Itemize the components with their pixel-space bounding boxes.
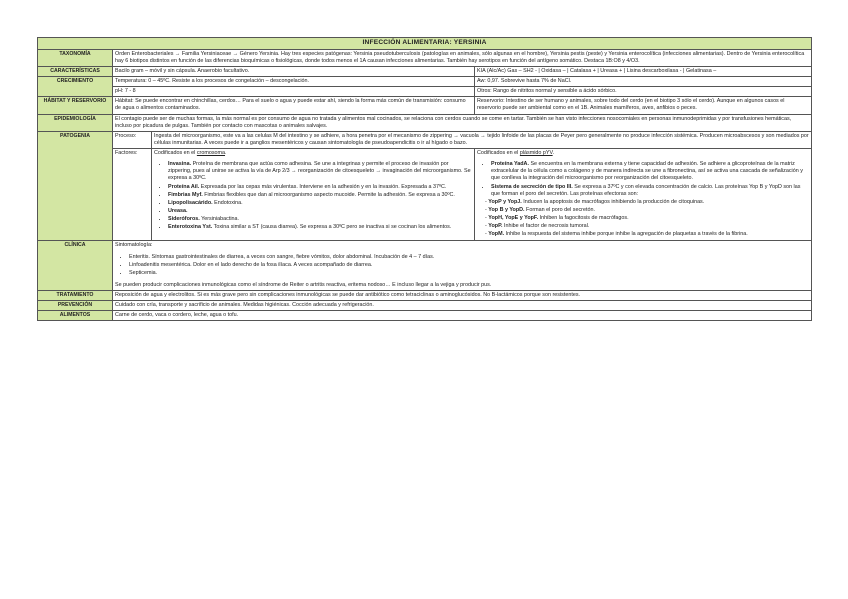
tratamiento-text: Reposición de agua y electrolitos. Si es más grave pero sin complicaciones inmunológicas se puede dar antibiótico como tetraciclinas o aminoglucósidos. No B-lactámicos porque son resistentes. (113, 291, 812, 301)
caracteristicas-row (38, 66, 812, 76)
yop-effector-item (488, 215, 809, 222)
proceso-text: Ingesta del microorganismo, este va a las celulas M del intestino y se adhiere, a hora penetra por el mecanismo de zippering → vacuola → tejido linfoide de las placas de Peyer pero generalmente no produce infección sistémica. Producen microabscesos y son mediados por células inmunitarias. A veces puede ir a ganglios mesentéricos y causan sintomatología de pseudoapendicitis o ir al hígado o bazo. (152, 131, 812, 148)
crecimiento-row-2 (38, 87, 812, 97)
habitat-text: Hábitat: Se puede encontrar en chinchillas, cerdos… Para el suelo o agua y puede estar ahí, siendo la forma más común de transmisión: consumo de agua o alimentos contaminados. (113, 97, 475, 114)
crecimiento-row-1 (38, 77, 812, 87)
yop-effector-item (488, 198, 809, 206)
row-label-patogenia: PATOGENIA (38, 131, 113, 241)
cromosoma-factor-item-text: Expresada por las cepas más virulentas. Interviene en la adhesión y en la invasión. Expresada a 37ºC. (199, 183, 447, 190)
cromosoma-factor-item-text: Fimbrias flexibles que dan al microorganismo aspecto mucoide. Permite la adhesión. Se expresa a 30ºC. (202, 191, 455, 198)
cromosoma-factor-item (168, 161, 472, 182)
yop-effector-item-text: Forman el poro del secretón. (524, 206, 595, 213)
clinica-symptom-item: • Linfoadenitis mesentérica. Dolor en el lado derecho de la fosa ilíaca. A veces acompañado de diarrea. (129, 262, 809, 269)
habitat-row (38, 97, 812, 114)
yop-effector-item-name: YopM. (488, 231, 505, 238)
patogenia-proceso-row (38, 131, 812, 148)
patogenia-factores-row (38, 149, 812, 241)
cromosoma-factor-item-text: Proteína de membrana que actúa como adhesina. Se une a integrinas y permite el proceso de invasión por zippering, pues al unirse se activa la vía de Arp 2/3 → reorganización de citoesqueleto → invaginación del microorganismo. Se expresa a 30ºC. (168, 161, 471, 182)
factores-cromosoma (152, 149, 475, 241)
cromosoma-factor-item (168, 224, 472, 231)
clinica-row (38, 241, 812, 291)
row-label-epidemiologia: EPIDEMIOLOGÍA (38, 114, 113, 131)
yop-effector-item-name: Yop B y YopD. (488, 206, 525, 213)
cromosoma-factor-item-name: Ureasa. (168, 207, 188, 214)
yop-effector-item-name: YopP y YopJ. (488, 198, 522, 205)
plasmido-factor-item-name: Proteína YadA. (491, 161, 529, 168)
cromosoma-factor-item-name: Invasina. (168, 161, 192, 168)
plasmido-intro (477, 150, 809, 157)
cromosoma-link: cromosoma (196, 150, 226, 157)
clinica-content (113, 241, 812, 291)
yop-effector-item-name: YopH, YopE y YopF. (488, 215, 539, 222)
clinica-intro: Sintomatología: (115, 242, 153, 249)
row-label-alimentos: ALIMENTOS (38, 311, 113, 321)
clinica-symptom-item: • Septicemia. (129, 270, 809, 277)
epidemiologia-row (38, 114, 812, 131)
cromosoma-factor-list (154, 161, 472, 231)
clinica-outro: Se pueden producir complicaciones inmunológicas como el síndrome de Reiter o artritis reactiva, eritema nodoso… E incluso llegar a la vejiga y producir pus. (115, 281, 492, 288)
reservorio-text: Reservorio: Intestino de ser humano y animales, sobre todo del cerdo (en el biotipo 3 sólo el cerdo). Aunque en algunos casos el reservorio puede ser ambiental como en el 1B. Animales mamíferos, aves, anfibios o peces. (475, 97, 812, 114)
yersinia-summary-table (37, 37, 812, 321)
row-label-prevencion: PREVENCIÓN (38, 301, 113, 311)
plasmido-intro-text: Codificados en el (477, 150, 520, 157)
factores-plasmido (475, 149, 812, 241)
plasmido-factor-item (491, 161, 809, 182)
yop-effector-list (477, 199, 809, 239)
taxonomia-row (38, 49, 812, 66)
title-row (38, 38, 812, 50)
caracteristicas-right: KIA (Alc/Ac) Gas – SH2 - | Oxidasa – | Catalasa + | Ureasa + | Lisina descarboxilasa - | Gelatinasa – (475, 66, 812, 76)
tratamiento-row (38, 291, 812, 301)
proceso-label: Proceso: (113, 131, 152, 148)
crecimiento-aw: Aw: 0,97. Sobrevive hasta 7% de NaCl. (475, 77, 812, 87)
cromosoma-factor-item (168, 200, 472, 207)
yop-effector-item-text: Inhibe la respuesta del sistema inhibe porque inhibe la agregación de plaquetas a través de la fibrina. (504, 231, 748, 238)
plasmido-factor-list (477, 161, 809, 198)
plasmido-factor-item-text: Se expresa a 37ºC y con elevada concentración de calcio. Las proteínas Yop B y YopD son las que forman el poro del secretón. Las proteínas efectoras son: (491, 183, 801, 197)
factores-label: Factores: (113, 149, 152, 241)
plasmido-link: plásmido pYV (519, 150, 553, 157)
cromosoma-factor-item-name: Proteína Ail. (168, 183, 200, 190)
taxonomia-text: Orden Enterobacteriales → Familia Yersiniaceae → Género Yersinia. Hay tres especies patógenas: Yersinia pseudotuberculosis (patologías en animales, sólo algunas en el hombre), Yersinia pestis (peste) y Yersinia enterocolítica (infecciones alimentarias). Dentro de Yersinia enterocolítica hay 6 biotipos distintos en función de las diferencias bioquímicas o fisiológicas, donde todos menos el 1A causan infecciones alimentarias. También hay serotipos en función del antígeno somático. Destaca 1B:O8 y 4/O3. (113, 49, 812, 66)
epidemiologia-text: El contagio puede ser de muchas formas, la más normal es por consumo de agua no tratada y alimentos mal cocinados, se relaciona con cerdos cuando se come en tartar. También se han visto infecciones nosocomiales en personas inmunodeprimidas y por transfusiones hemáticas, incluso por picadura de pulgas. También por contacto con mascotas o animales salvajes. (113, 114, 812, 131)
cromosoma-factor-item-text: Endotoxina. (212, 199, 243, 206)
plasmido-intro-end: . (552, 150, 555, 157)
plasmido-factor-item (491, 184, 809, 198)
cromosoma-factor-item-name: Fimbrias Myf. (168, 191, 203, 198)
cromosoma-factor-item-name: Lipopolisacárido. (168, 199, 213, 206)
yop-effector-item-name: YopP. (488, 223, 503, 230)
cromosoma-factor-item-name: Enterotoxina Yst. (168, 224, 213, 231)
row-label-taxonomia: TAXONOMÍA (38, 49, 113, 66)
plasmido-factor-item-text: Se encuentra en la membrana externa y tiene capacidad de adhesión. Se adhiere a glicoproteínas de la matriz extracelular de la célula como a colágeno y de manera indirecta se une a fibronectina, así se activa una cascada de señalización y que conlleva la integración del microorganismo por reorganización del citoesqueleto. (491, 161, 803, 182)
prevencion-text: Cuidado con cría, transporte y sacrificio de animales. Medidas higiénicas. Cocción adecuada y refrigeración. (113, 301, 812, 311)
cromosoma-intro (154, 150, 472, 157)
cromosoma-intro-end: . (225, 150, 227, 157)
clinica-symptom-item: • Enteritis. Síntomas gastrointestinales de diarrea, a veces con sangre, fiebre vómitos, dolor abdominal. Incubación de 4 – 7 días. (129, 254, 809, 261)
cromosoma-factor-item-text: Yersiniabactina. (199, 216, 240, 223)
alimentos-text: Carne de cerdo, vaca o cordero, leche, agua o tofu. (113, 311, 812, 321)
row-label-habitat: HÁBITAT Y RESERVORIO (38, 97, 113, 114)
crecimiento-temperatura: Temperatura: 0 – 45ºC. Resiste a los procesos de congelación – descongelación. (113, 77, 475, 87)
prevencion-row (38, 301, 812, 311)
yop-effector-item-text: Inducen la apoptosis de macrófagos inhibiendo la producción de citoquinas. (521, 198, 705, 205)
plasmido-factor-item-name: Sistema de secreción de tipo III. (491, 183, 573, 190)
table-title: INFECCIÓN ALIMENTARIA: YERSINIA (38, 38, 812, 50)
row-label-crecimiento: CRECIMIENTO (38, 77, 113, 97)
yop-effector-item-text: Inhiben la fagocitosis de macrófagos. (538, 215, 629, 222)
caracteristicas-left: Bacilo gram – móvil y sin cápsula. Anaerobio facultativo. (113, 66, 475, 76)
cromosoma-factor-item-name: Sideróforos. (168, 216, 200, 223)
cromosoma-factor-item (168, 192, 472, 199)
cromosoma-factor-item (168, 184, 472, 191)
cromosoma-factor-item (168, 208, 472, 215)
yop-effector-item (488, 206, 809, 214)
cromosoma-factor-item (168, 216, 472, 223)
yop-effector-item (488, 223, 809, 230)
row-label-caracteristicas: CARACTERÍSTICAS (38, 66, 113, 76)
alimentos-row (38, 311, 812, 321)
cromosoma-intro-text: Codificados en el (154, 150, 197, 157)
row-label-clinica: CLÍNICA (38, 241, 113, 291)
crecimiento-ph: pH: 7 - 8 (113, 87, 475, 97)
crecimiento-otros: Otros: Rango de nitritos normal y sensible a ácido sórbico. (475, 87, 812, 97)
yop-effector-item (488, 231, 809, 238)
row-label-tratamiento: TRATAMIENTO (38, 291, 113, 301)
cromosoma-factor-item-text: Toxina similar a ST (causa diarrea). Se expresa a 30ºC pero se inactiva si se cocinan los alimentos. (212, 224, 452, 231)
clinica-symptom-list (115, 254, 809, 277)
yop-effector-item-text: Inhibe el factor de necrosis tumoral. (502, 223, 590, 230)
